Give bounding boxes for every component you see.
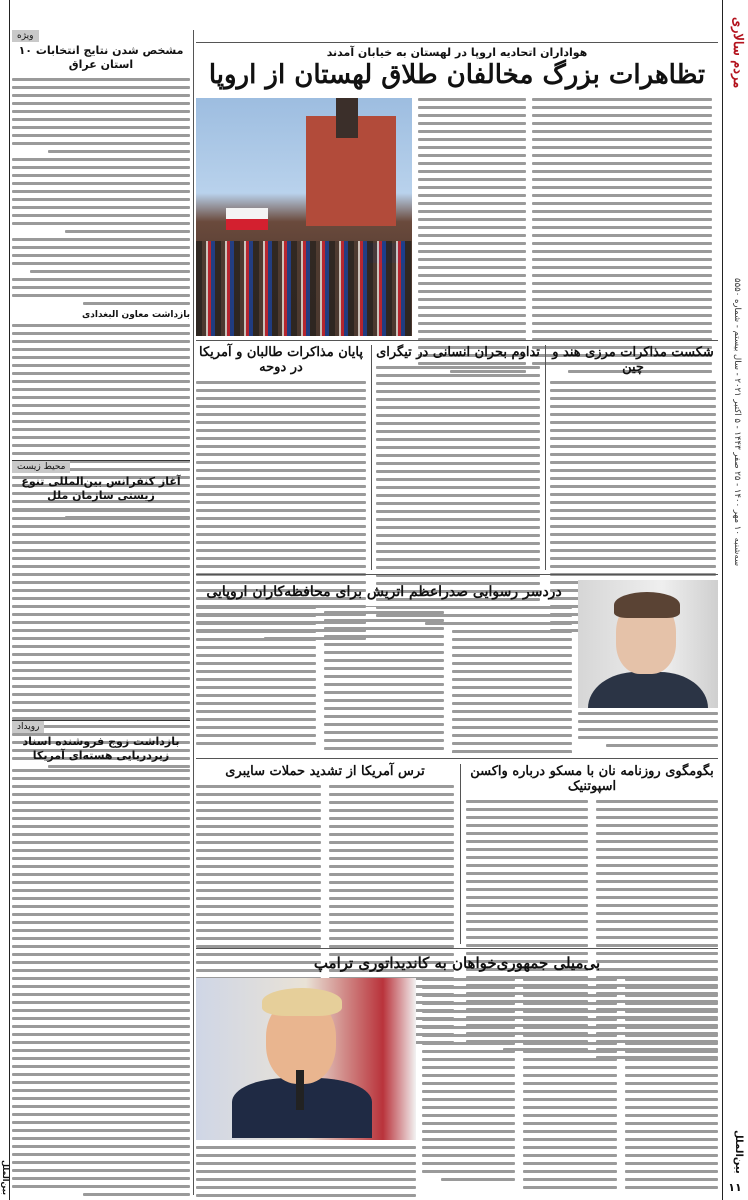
kurz-body <box>196 606 572 753</box>
kurz-body-under-photo <box>578 712 718 752</box>
cyber-title: ترس آمریکا از تشدید حملات سایبری <box>225 764 425 779</box>
page-section: بین‌الملل <box>733 1130 744 1174</box>
trump-body <box>422 978 718 1191</box>
lead-body-col-mid <box>418 98 526 378</box>
newspaper-brand: مردم سالاری <box>730 16 745 88</box>
mid-rule-3 <box>196 758 718 759</box>
kurz-title: دردسر رسوایی صدراعظم اتریش برای محافظه‌کاران اروپایی <box>206 584 562 600</box>
trump-photo <box>196 978 416 1140</box>
top-rule <box>196 42 718 43</box>
couple-body <box>12 769 190 1196</box>
china-india-title: شکست مذاکرات مرزی هند و چین <box>552 345 714 375</box>
protest-photo <box>196 98 412 336</box>
issue-date-line: سه‌شنبه ۱۰ مهر ۱۴۰۰ - ۲۵ صفر ۱۴۴۳ - ۵ اکتبر ۲۰۲۱ - سال بیستم - شماره ۵۵۵۰ <box>732 277 742 566</box>
trump-body-under-photo <box>196 1146 416 1200</box>
page-number: ۱۱ <box>728 1181 742 1194</box>
kurz-photo <box>578 580 718 708</box>
sidebar-iraq <box>12 30 190 524</box>
iraq-title: مشخص شدن نتایج انتخابات ۱۰ استان عراق <box>18 44 184 71</box>
sidebar-tag-mid: محیط زیست <box>12 461 70 473</box>
trump-title: بی‌میلی جمهوری‌خواهان به کاندیداتوری ترامپ <box>313 954 601 972</box>
doha-title: پایان مذاکرات طالبان و آمریکا در دوحه <box>199 345 363 375</box>
sidebar-tag-top: ویژه <box>12 30 39 42</box>
couple-title: بازداشت زوج فروشنده اسناد زیردریایی هسته‌ای آمریکا <box>22 735 180 762</box>
lead-kicker: هواداران اتحادیه اروپا در لهستان به خیابان آمدند <box>326 46 588 59</box>
sidebar-divider <box>193 30 194 1195</box>
left-edge-strip <box>0 0 10 1200</box>
sidebar-couple <box>12 720 190 1200</box>
lead-headline: تظاهرات بزرگ مخالفان طلاق لهستان از اروپا <box>208 60 706 90</box>
tigray-title: تداوم بحران انسانی در تیگرای <box>376 345 540 360</box>
mid-rule-4 <box>196 948 718 949</box>
mid-rule-1 <box>196 340 718 341</box>
iraq-subhead: بازداشت معاون البغدادی <box>82 310 190 320</box>
sidebar <box>12 30 190 1195</box>
cop-title: آغاز کنفرانس بین‌المللی تنوع زیستی سازمان ملل <box>21 475 181 502</box>
masthead-strip <box>722 0 748 1200</box>
story-doha <box>196 345 366 645</box>
mid-rule-2 <box>196 574 718 575</box>
iraq-body <box>12 78 190 305</box>
main-content <box>196 0 718 1200</box>
vaccine-title: بگومگوی روزنامه نان با مسکو درباره واکسن اسپوتنیک <box>470 764 714 794</box>
lead-body-col-right <box>532 98 712 378</box>
sidebar-tag-bottom: رویداد <box>12 721 44 733</box>
left-section-label: بین‌الملل <box>1 1160 10 1195</box>
